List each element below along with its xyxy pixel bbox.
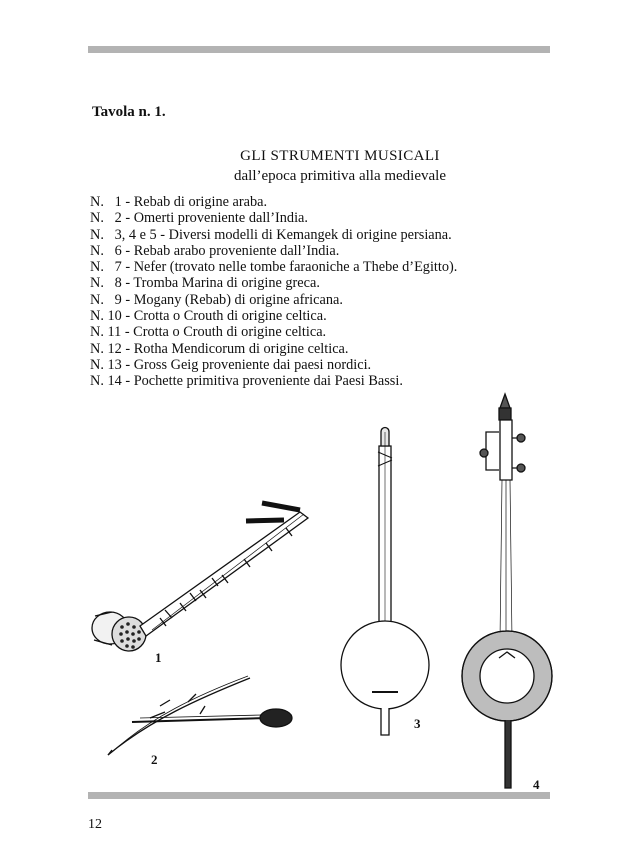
item-text: - Rotha Mendicorum di origine celtica. — [121, 340, 349, 357]
item-number: N. 10 — [90, 308, 122, 325]
item-number: N. 11 — [90, 324, 122, 341]
item-number: N. 1 — [90, 194, 122, 210]
item-text: - Crotta o Crouth di origine celtica. — [121, 308, 327, 325]
figure-3-label: 3 — [414, 716, 421, 731]
figure-3-kemangek — [341, 428, 429, 736]
item-text: - Omerti proveniente dall’India. — [121, 210, 308, 227]
item-text: - Rebab arabo proveniente dall’India. — [121, 242, 340, 259]
bottom-rule — [88, 792, 550, 799]
page-title: GLI STRUMENTI MUSICALI — [240, 148, 440, 164]
item-text: - Mogany (Rebab) di origine africana. — [121, 291, 343, 308]
item-number: N. 13 — [90, 356, 122, 373]
figure-2-label: 2 — [151, 752, 158, 767]
item-number: N. 14 — [90, 373, 122, 390]
item-number: N. 8 — [90, 275, 122, 292]
item-text: - Diversi modelli di Kemangek di origine persiana. — [156, 226, 452, 243]
item-text: - Tromba Marina di origine greca. — [121, 275, 320, 292]
item-text: - Nefer (trovato nelle tombe faraoniche a Thebe d’Egitto). — [121, 259, 458, 276]
figure-4-kemangek — [462, 394, 552, 788]
item-number: N. 9 — [90, 291, 122, 308]
item-number: N. 12 — [90, 340, 122, 357]
page-subtitle: dall’epoca primitiva alla medievale — [234, 168, 446, 184]
figure-1-label: 1 — [155, 650, 162, 665]
figure-2-omerti — [108, 676, 292, 755]
item-number: N. 7 — [90, 259, 122, 276]
item-text: - Crotta o Crouth di origine celtica. — [121, 324, 327, 341]
item-number: N. 3, 4 e 5 — [90, 226, 157, 243]
item-number: N. 2 — [90, 210, 122, 227]
figure-1-rebab — [92, 503, 308, 651]
page-number: 12 — [88, 817, 102, 832]
figure-4-label: 4 — [533, 777, 540, 792]
item-number: N. 6 — [90, 242, 122, 259]
item-text: - Pochette primitiva proveniente dai Paesi Bassi. — [121, 373, 403, 390]
item-text: - Rebab di origine araba. — [121, 194, 268, 210]
plate-heading: Tavola n. 1. — [92, 104, 166, 120]
item-text: - Gross Geig proveniente dai paesi nordici. — [121, 356, 372, 373]
